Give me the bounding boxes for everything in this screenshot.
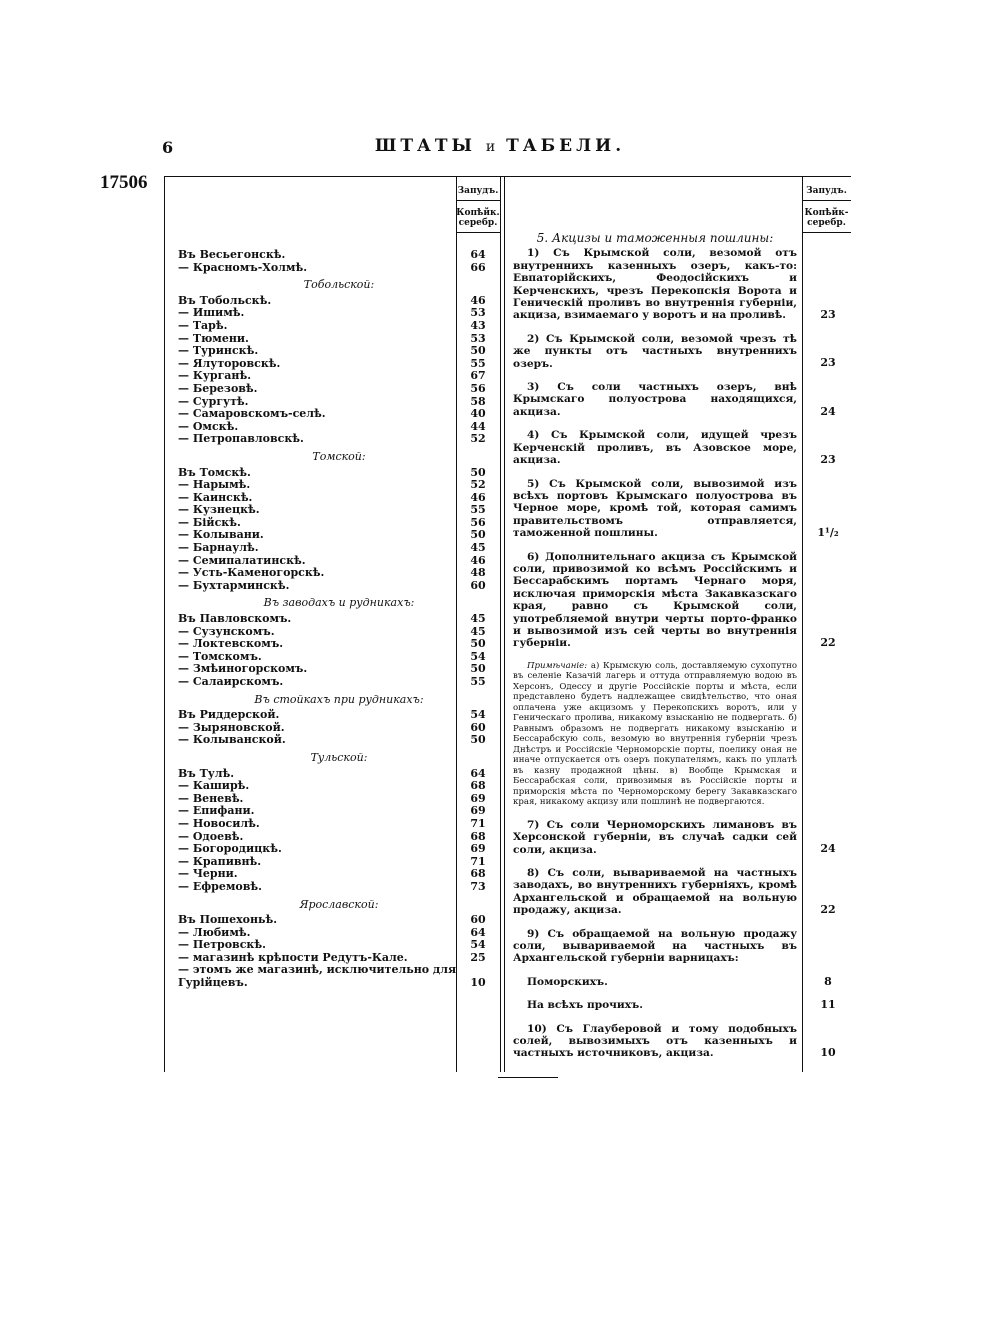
excise-value: 11 <box>820 998 836 1012</box>
table-row <box>178 881 500 894</box>
bottom-short-rule <box>498 1077 558 1078</box>
place-name: Въ Пошехоньѣ. <box>178 913 278 927</box>
price-value: 43 <box>470 318 486 332</box>
note-label: Примѣчаніе: <box>527 660 588 671</box>
price-value: 55 <box>470 675 486 688</box>
excise-text: 9) Съ обращаемой на вольную продажу соли, вывариваемой на частныхъ въ Архангельской губерніи варницахъ: <box>513 927 797 965</box>
price-value: 69 <box>470 791 486 805</box>
page-number: 6 <box>162 138 174 157</box>
price-value: 48 <box>470 566 486 580</box>
excise-item <box>513 1022 836 1060</box>
excise-text: 5) Съ Крымской соли, вывозимой изъ всѣхъ портовъ Крымскаго полуострова въ Черное море, кромѣ той, которая самимъ правительствомъ отправляется, таможенной пошлины. <box>513 477 797 540</box>
place-name: Въ Павловскомъ. <box>178 612 292 626</box>
excise-value: 8 <box>824 974 832 988</box>
excise-value: 24 <box>820 404 836 418</box>
price-value: 50 <box>470 528 486 542</box>
excise-value: 22 <box>820 903 836 917</box>
price-value: 44 <box>470 419 486 433</box>
left-unit-line-1: Копѣйк. <box>456 208 500 218</box>
region-heading: Въ заводахъ и рудникахъ: <box>263 596 415 610</box>
price-value: 50 <box>470 465 486 479</box>
excise-value: 1¹/₂ <box>817 525 839 539</box>
price-value: 66 <box>470 260 486 274</box>
right-value-col-border <box>802 176 803 1072</box>
right-unit-line-2: серебр. <box>807 218 846 228</box>
place-name: — магазинѣ крѣпости Редутъ-Кале. <box>178 950 408 964</box>
excise-item <box>513 867 836 917</box>
price-value: 69 <box>470 842 486 856</box>
price-value: 64 <box>470 925 486 939</box>
excise-value: 23 <box>820 308 836 322</box>
center-divider-b <box>504 176 505 1072</box>
page-title-and: и <box>485 139 497 155</box>
place-name: Въ Риддерской. <box>178 708 280 722</box>
table-top-border <box>164 176 851 177</box>
price-value: 68 <box>470 829 486 843</box>
table-row <box>178 580 500 593</box>
place-name: — Бухтарминскѣ. <box>178 578 290 592</box>
place-name: — Семипалатинскѣ. <box>178 553 306 567</box>
excise-value: 24 <box>820 842 836 856</box>
place-name: Въ Тобольскѣ. <box>178 293 272 307</box>
place-name: Въ Весьегонскѣ. <box>178 248 286 261</box>
price-value: 46 <box>470 293 486 307</box>
price-value: 52 <box>470 478 486 492</box>
place-name: — Усть-Каменогорскѣ. <box>178 566 325 580</box>
price-value: 53 <box>470 331 486 345</box>
place-name: — Сузунскомъ. <box>178 624 275 638</box>
excise-text: 3) Съ соли частныхъ озеръ, внѣ Крымскаго полуострова находящихся, акциза. <box>513 381 797 418</box>
page-title-b: ТАБЕЛИ. <box>506 136 626 156</box>
price-value: 60 <box>470 578 486 592</box>
price-value: 64 <box>470 248 486 261</box>
place-name: — Ялуторовскѣ. <box>178 356 281 370</box>
right-unit-rule <box>802 232 851 233</box>
place-name: — Богородицкѣ. <box>178 842 282 856</box>
right-col-header: Запудъ. <box>806 186 847 196</box>
right-unit-header <box>802 208 851 228</box>
place-name: — Туринскѣ. <box>178 344 259 358</box>
place-name: — Змѣиногорскомъ. <box>178 662 308 676</box>
place-name: — Петровскѣ. <box>178 938 266 952</box>
region-heading: Въ стойкахъ при рудникахъ: <box>254 692 424 706</box>
price-value: 55 <box>470 356 486 370</box>
place-name: Гурійцевъ. <box>178 976 248 990</box>
excise-text: 10) Съ Глауберовой и тому подобныхъ солей, вывозимыхъ отъ казенныхъ и частныхъ источниковъ, акциза. <box>513 1022 797 1060</box>
price-value: 71 <box>470 854 486 868</box>
page-title <box>0 136 1000 156</box>
excise-value: 10 <box>820 1046 836 1060</box>
place-name: — Тюмени. <box>178 331 249 345</box>
price-value: 56 <box>470 515 486 529</box>
table-row <box>178 433 500 446</box>
place-name: — Березовѣ. <box>178 381 258 395</box>
price-value: 64 <box>470 766 486 780</box>
place-name: — Ефремовѣ. <box>178 879 262 893</box>
excise-text: 7) Съ соли Черноморскихъ лимановъ въ Херсонской губерніи, въ случаѣ садки сей соли, акциза. <box>513 818 797 856</box>
place-name: Въ Тулѣ. <box>178 766 235 780</box>
excise-item <box>513 477 839 540</box>
place-name: Въ Томскѣ. <box>178 465 251 479</box>
excise-value: 23 <box>820 356 836 370</box>
excise-item <box>513 247 836 322</box>
excise-item <box>513 928 797 965</box>
place-name: — Бійскѣ. <box>178 515 241 529</box>
price-value: 56 <box>470 381 486 395</box>
price-value: 50 <box>470 662 486 676</box>
price-value: 53 <box>470 306 486 320</box>
left-unit-line-2: серебр. <box>458 218 498 228</box>
place-name: — Самаровскомъ-селѣ. <box>178 407 326 421</box>
place-name: — Черни. <box>178 867 238 881</box>
price-value: 50 <box>470 344 486 358</box>
left-unit-header <box>456 208 500 228</box>
excise-text: 6) Дополнительнаго акциза съ Крымской соли, привозимой ко всѣмъ Россійскимъ и Бессарабскимъ портамъ Чернаго моря, исключая приморскія мѣста Закавказскаго края, равно съ Крымской соли, употребляемой внутри черты порто-франко и вывозимой изъ сей черты во внутреннія губерніи. <box>513 550 797 650</box>
table-row <box>178 262 500 275</box>
place-name: — Барнаулѣ. <box>178 541 259 555</box>
price-value: 10 <box>470 976 486 990</box>
price-value: 40 <box>470 407 486 421</box>
note-paragraph <box>513 661 797 808</box>
price-value: 73 <box>470 879 486 893</box>
note-block <box>513 661 797 808</box>
table-row <box>178 977 500 990</box>
place-name: — Курганѣ. <box>178 369 252 383</box>
right-section-title: 5. Акцизы и таможенныя пошлины: <box>536 231 774 245</box>
price-value: 58 <box>470 394 486 408</box>
table-row <box>178 676 500 689</box>
price-value: 68 <box>470 867 486 881</box>
left-price-list <box>178 249 500 990</box>
right-excise-list <box>513 231 839 1071</box>
place-name: — Сургутѣ. <box>178 394 249 408</box>
page-title-a: ШТАТЫ <box>374 136 476 156</box>
place-name: — Кузнецкѣ. <box>178 503 260 517</box>
place-name: — Каширѣ. <box>178 779 250 793</box>
place-name: — Тарѣ. <box>178 318 228 332</box>
excise-value: 22 <box>820 636 836 650</box>
price-value: 71 <box>470 816 486 830</box>
price-value: 54 <box>470 649 486 663</box>
price-value: 69 <box>470 804 486 818</box>
law-number: 17506 <box>100 172 148 193</box>
price-value: 50 <box>470 733 486 747</box>
price-value: 46 <box>470 490 486 504</box>
excise-item <box>513 998 836 1012</box>
table-left-border <box>164 176 165 1072</box>
left-col-header: Запудъ. <box>457 186 499 196</box>
place-name: — Салаирскомъ. <box>178 675 284 688</box>
right-unit-line-1: Копѣйк- <box>804 208 849 218</box>
region-heading: Ярославской: <box>299 897 379 911</box>
excise-item <box>513 429 836 467</box>
price-value: 67 <box>470 369 486 383</box>
note-text: а) Крымскую соль, доставляемую сухопутно въ селеніе Казачій лагерь и оттуда отправляемую водою въ Херсонъ, Одессу и другіе Россійскіе порты и мѣста, если представлено будетъ надлежащее свидѣтельство, что оная оплачена уже акцизомъ у Перекопскихъ воротъ, или у Геническаго пролива, никакому взысканію не подвергать. б) Равнымъ образомъ не подвергать никакому взысканію и Бессарабскую соль, везомую во внутреннія губерніи чрезъ Днѣстръ и Россійскіе Черноморскіе порты, поелику оная не иначе отпускается отъ озеръ покупателямъ, какъ по уплатѣ въ казну продажной цѣны. в) Вообще Крымская и Бессарабская соли, привозимыя въ Россійскіе порты и приморскія мѣста по Черноморскому берегу Закавказскаго края, никакому акцизу или пошлинѣ не подвергаются. <box>513 660 798 808</box>
price-value: 45 <box>470 541 486 555</box>
excise-item <box>513 381 836 418</box>
place-name: — Колывани. <box>178 528 264 542</box>
price-value: 60 <box>470 720 486 734</box>
place-name: — Каинскѣ. <box>178 490 253 504</box>
place-name: — Ишимѣ. <box>178 306 245 320</box>
excise-text: 4) Съ Крымской соли, идущей чрезъ Керченскій проливъ, въ Азовское море, акциза. <box>513 429 797 467</box>
place-name: — Зыряновской. <box>178 720 285 734</box>
left-unit-rule <box>456 232 500 233</box>
place-name: — Одоевѣ. <box>178 829 244 843</box>
left-header-rule <box>456 200 500 201</box>
price-value: 55 <box>470 503 486 517</box>
price-value: 46 <box>470 553 486 567</box>
price-value: 50 <box>470 637 486 651</box>
excise-text: 2) Съ Крымской соли, везомой чрезъ тѣ же пункты отъ частныхъ внутреннихъ озеръ. <box>513 332 797 370</box>
excise-text: 1) Съ Крымской соли, везомой отъ внутреннихъ казенныхъ озеръ, какъ-то: Евпаторійскихъ, Феодосійскихъ и Керченскихъ, чрезъ Перекопскія Ворота и Геническій проливъ во внутреннія губерніи, акциза, взимаемаго у воротъ и на проливѣ. <box>513 247 797 322</box>
price-value: 45 <box>470 612 486 626</box>
place-name: — Петропавловскѣ. <box>178 432 304 446</box>
excise-item <box>513 974 832 988</box>
price-value: 54 <box>470 708 486 722</box>
place-name: — Епифани. <box>178 804 255 818</box>
place-name: — Новосилѣ. <box>178 816 260 830</box>
place-name: — Нарымѣ. <box>178 478 251 492</box>
place-name: — Красномъ-Холмѣ. <box>178 260 308 274</box>
place-name: — Томскомъ. <box>178 649 262 663</box>
place-name: — Веневѣ. <box>178 791 244 805</box>
excise-item <box>513 550 836 650</box>
excise-text: На всѣхъ прочихъ. <box>527 999 643 1012</box>
excise-value: 23 <box>820 452 836 466</box>
place-name: — этомъ же магазинѣ, исключительно для <box>178 963 457 977</box>
price-value: 25 <box>470 950 486 964</box>
price-value: 52 <box>470 432 486 446</box>
right-header-rule <box>802 200 851 201</box>
excise-text: Поморскихъ. <box>527 975 608 988</box>
region-heading: Тобольской: <box>303 278 375 292</box>
place-name: — Колыванской. <box>178 733 286 747</box>
region-heading: Тульской: <box>310 750 368 764</box>
price-value: 54 <box>470 938 486 952</box>
place-name: — Локтевскомъ. <box>178 637 284 651</box>
excise-item <box>513 818 836 856</box>
place-name: — Крапивнѣ. <box>178 854 262 868</box>
region-heading: Томской: <box>312 449 366 463</box>
place-name: — Омскѣ. <box>178 419 239 433</box>
price-value: 60 <box>470 913 486 927</box>
center-divider-a <box>500 176 501 1072</box>
excise-text: 8) Съ соли, вывариваемой на частныхъ заводахъ, во внутреннихъ губерніяхъ, кромѣ Архангельской и обращаемой на вольную продажу, акциза. <box>513 867 797 917</box>
table-row <box>178 734 500 747</box>
place-name: — Любимѣ. <box>178 925 251 939</box>
excise-item <box>513 332 836 370</box>
price-value: 45 <box>470 624 486 638</box>
price-value: 68 <box>470 779 486 793</box>
